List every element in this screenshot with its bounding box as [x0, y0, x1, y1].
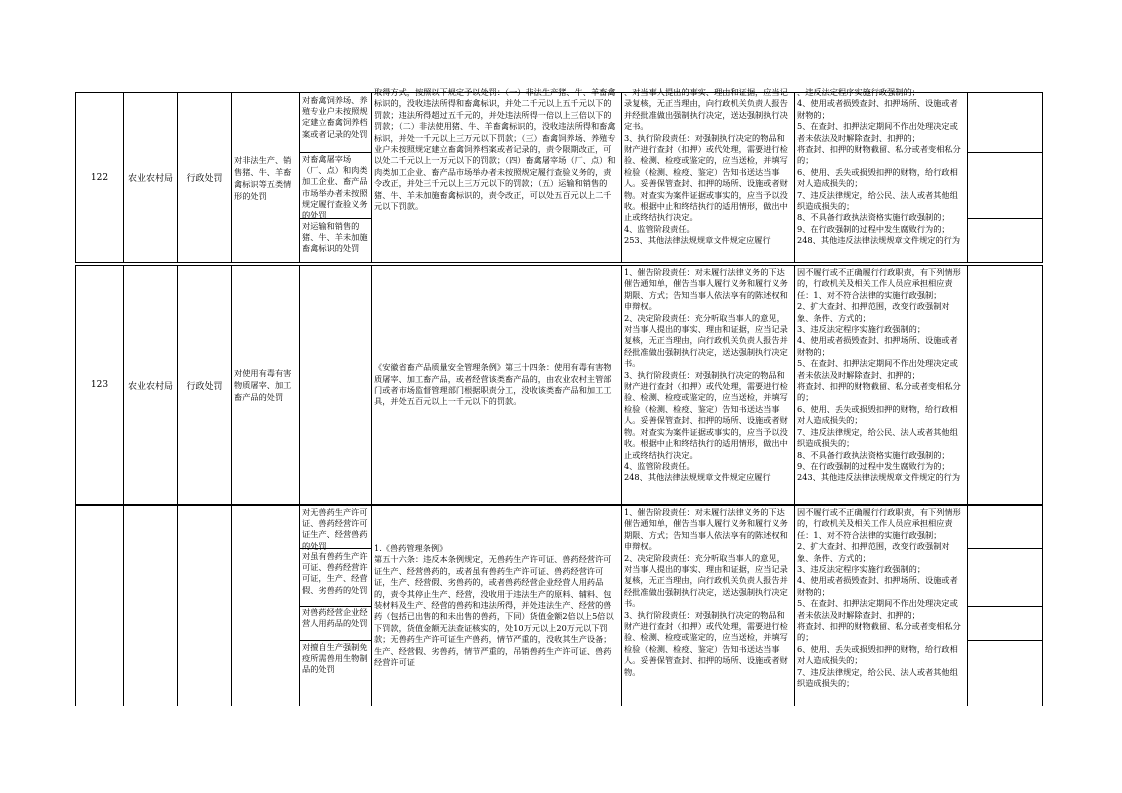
remark-cell: [968, 549, 1042, 607]
item-name-cell: 对非法生产、销售猪、牛、羊畜禽标识等五类情形的处罚: [231, 93, 299, 262]
department-cell: [123, 506, 177, 706]
category-cell: 行政处罚: [177, 266, 231, 504]
sub-item-cell: 对运输和销售的猪、牛、羊未加施畜禽标识的处罚: [302, 221, 368, 254]
remark-cell: [968, 93, 1042, 153]
permission-table: [75, 87, 1043, 689]
sub-item-cell: 对虽有兽药生产许可证、兽药经营许可证，生产、经营假、劣兽药的处罚: [300, 549, 371, 607]
row-number: [75, 506, 123, 706]
category-cell: 行政处罚: [177, 93, 231, 262]
liability-cell: 因不履行或不正确履行行政职责，有下列情形的，行政机关及相关工作人员应承担相应责任：1、对不符合法律的实施行政强制； 2、扩大查封、扣押范围，改变行政强制对象、条件、方式的； 3、违反法定程序实施行政强制的； 4、使用或者损毁查封、扣押场所、设施或者财物的； 5、在查封、扣押法定期间不作出处理决定或者未依法及时解除查封、扣押的； 将查封、扣押的财物截留、私分或者变相私分的； 6、使用、丢失或损毁扣押的财物，给行政相对人造成损失的； 7、违反法律规定，给公民、法人或者其他组织造成损失的； 8、不具备行政执法资格实施行政强制的； 9、在行政强制的过程中发生腐败行为的； 243、其他违反法律法规规章文件规定的行为: [794, 266, 967, 504]
row-number: 122: [75, 93, 123, 262]
remark-cell: [968, 641, 1042, 706]
sub-item-column: [299, 506, 371, 706]
remark-column: [967, 506, 1043, 706]
sub-item-cell: 对畜禽屠宰场（厂、点）和肉类加工企业、畜产品市场举办者未按照规定履行查验义务的处罚: [300, 153, 371, 219]
remark-cell: [968, 153, 1042, 219]
remark-column: [967, 93, 1043, 262]
item-name-cell: [231, 506, 299, 706]
liability-cell: 因不履行或不正确履行行政职责，有下列情形的，行政机关及相关工作人员应承担相应责任：1、对不符合法律的实施行政强制； 2、扩大查封、扣押范围，改变行政强制对象、条件、方式的； 3、违反法定程序实施行政强制的； 4、使用或者损毁查封、扣押场所、设施或者财物的； 5、在查封、扣押法定期间不作出处理决定或者未依法及时解除查封、扣押的； 将查封、扣押的财物截留、私分或者变相私分的； 6、使用、丢失或损毁扣押的财物，给行政相对人造成损失的； 7、违反法律规定，给公民、法人或者其他组织造成损失的；: [794, 506, 967, 706]
sub-item-column: [299, 93, 371, 262]
sub-item-cell: 对兽药经营企业经营人用药品的处罚: [300, 607, 371, 641]
legal-basis-cell: 《安徽省畜产品质量安全管理条例》第三十四条：使用有毒有害物质屠宰、加工畜产品，或者经营该类畜产品的，由农业农村主管部门或者市场监督管理部门根据职责分工，没收该类畜产品和加工工具，并处五百元以上一千元以下的罚款。: [371, 266, 621, 504]
liability-cell: 、违反法定程序实施行政强制的； 4、使用或者损毁查封、扣押场所、设施或者财物的； 5、在查封、扣押法定期间不作出处理决定或者未依法及时解除查封、扣押的； 将查封、扣押的财物截留、私分或者变相私分的； 6、使用、丢失或损毁扣押的财物，给行政相对人造成损失的； 7、违反法律规定，给公民、法人或者其他组织造成损失的； 8、不具备行政执法资格实施行政强制的； 9、在行政强制的过程中发生腐败行为的； 248、其他违反法律法规规章文件规定的行为: [794, 93, 967, 262]
item-name-cell: 对使用有毒有害物质屠宰、加工畜产品的处罚: [231, 266, 299, 504]
sub-item-cell: 对无兽药生产许可证、兽药经营许可证生产、经营兽药的处罚: [300, 506, 371, 549]
duty-cell: 1、催告阶段责任：对未履行法律义务的下达催告通知单，催告当事人履行义务和履行义务期限、方式；告知当事人依法享有的陈述权和申辩权。 2、决定阶段责任：充分听取当事人的意见，对当事人提出的事实、理由和证据，应当记录复核，无正当理由，向行政机关负责人报告并经批准做出强制执行决定，送达强制执行决定书。 3、执行阶段责任：对强制执行决定的物品和财产进行查封（扣押）或代处理，需要进行检验、检测、检疫或鉴定的，应当送检，并填写检验（检测、检疫、鉴定）告知书送达当事人。妥善保管查封、扣押的场所、设施或者财物。: [621, 506, 794, 706]
department-cell: 农业农村局: [123, 266, 177, 504]
table-row: [75, 87, 1043, 263]
sub-item-cell: 对擅自生产强制免疫所需兽用生物制品的处罚: [302, 642, 368, 675]
legal-basis-cell: 取得方式，按照以下规定予以处罚：（一）非法生产猪、牛、羊畜禽标识的，没收违法所得和畜禽标识，并处二千元以上五千元以下的罚款；违法所得超过五千元的，并处违法所得一倍以上三倍以下的罚款；（二）非法使用猪、牛、羊畜禽标识的，没收违法所得和畜禽标识，并处一千元以上三万元以下罚款；（三）畜禽饲养场、养殖专业户未按照规定建立畜禽饲养档案或者记录的，责令限期改正，可以处二千元以上一万元以下的罚款；（四）畜禽屠宰场（厂、点）和肉类加工企业、畜产品市场举办者未按照规定履行查验义务的，责令改正，并处三千元以上三万元以下的罚款；（五）运输和销售的猪、牛、羊未加施畜禽标识的，责令改正，可以处五百元以上二千元以下罚款。: [371, 93, 621, 262]
category-cell: [177, 506, 231, 706]
duty-cell: 、对当事人提出的事实、理由和证据，应当记录复核，无正当理由，向行政机关负责人报告并经批准做出强制执行决定，送达强制执行决定书。 3、执行阶段责任：对强制执行决定的物品和财产进行查封（扣押）或代处理，需要进行检验、检测、检疫或鉴定的，应当送检，并填写检验（检测、检疫、鉴定）告知书送达当事人。妥善保管查封、扣押的场所、设施或者财物。对查实为案件证据或事实的，应当予以没收。根据中止和终结执行的适用情形，做出中止或终结执行决定。 4、监管阶段责任。 253、其他法律法规规章文件规定应履行: [621, 93, 794, 262]
department-cell: 农业农村局: [123, 93, 177, 262]
table-row: [75, 505, 1043, 706]
row-number: 123: [75, 266, 123, 504]
sub-item-cell: 对畜禽饲养场、养殖专业户未按照规定建立畜禽饲养档案或者记录的处罚: [300, 93, 371, 153]
duty-cell: 1、催告阶段责任：对未履行法律义务的下达催告通知单，催告当事人履行义务和履行义务期限、方式；告知当事人依法享有的陈述权和申辩权。 2、决定阶段责任：充分听取当事人的意见，对当事人提出的事实、理由和证据，应当记录复核，无正当理由，向行政机关负责人报告并经批准做出强制执行决定，送达强制执行决定书。 3、执行阶段责任：对强制执行决定的物品和财产进行查封（扣押）或代处理，需要进行检验、检测、检疫或鉴定的，应当送检，并填写检验（检测、检疫、鉴定）告知书送达当事人。妥善保管查封、扣押的场所、设施或者财物。对查实为案件证据或事实的，应当予以没收。根据中止和终结执行的适用情形，做出中止或终结执行决定。 4、监管阶段责任。 248、其他法律法规规章文件规定应履行: [621, 266, 794, 504]
sub-item-cell: [299, 266, 371, 504]
remark-cell: [968, 607, 1042, 641]
remark-cell: [968, 219, 1042, 262]
remark-cell: [967, 266, 1043, 504]
legal-basis-cell: 1.《兽药管理条例》 第五十六条：违反本条例规定，无兽药生产许可证、兽药经营许可证生产、经营兽药的，或者虽有兽药生产许可证、兽药经营许可证，生产、经营假、劣兽药的，或者兽药经营企业经营人用药品的，责令其停止生产、经营，没收用于违法生产的原料、辅料、包装材料及生产、经营的兽药和违法所得，并处违法生产、经营的兽药（包括已出售的和未出售的兽药，下同）货值金额2倍以上5倍以下罚款，货值金额无法查证核实的，处10万元以上20万元以下罚款；无兽药生产许可证生产兽药，情节严重的，没收其生产设备；生产、经营假、劣兽药，情节严重的，吊销兽药生产许可证、兽药经营许可证: [371, 506, 621, 706]
table-row: [75, 265, 1043, 505]
remark-cell: [968, 506, 1042, 549]
